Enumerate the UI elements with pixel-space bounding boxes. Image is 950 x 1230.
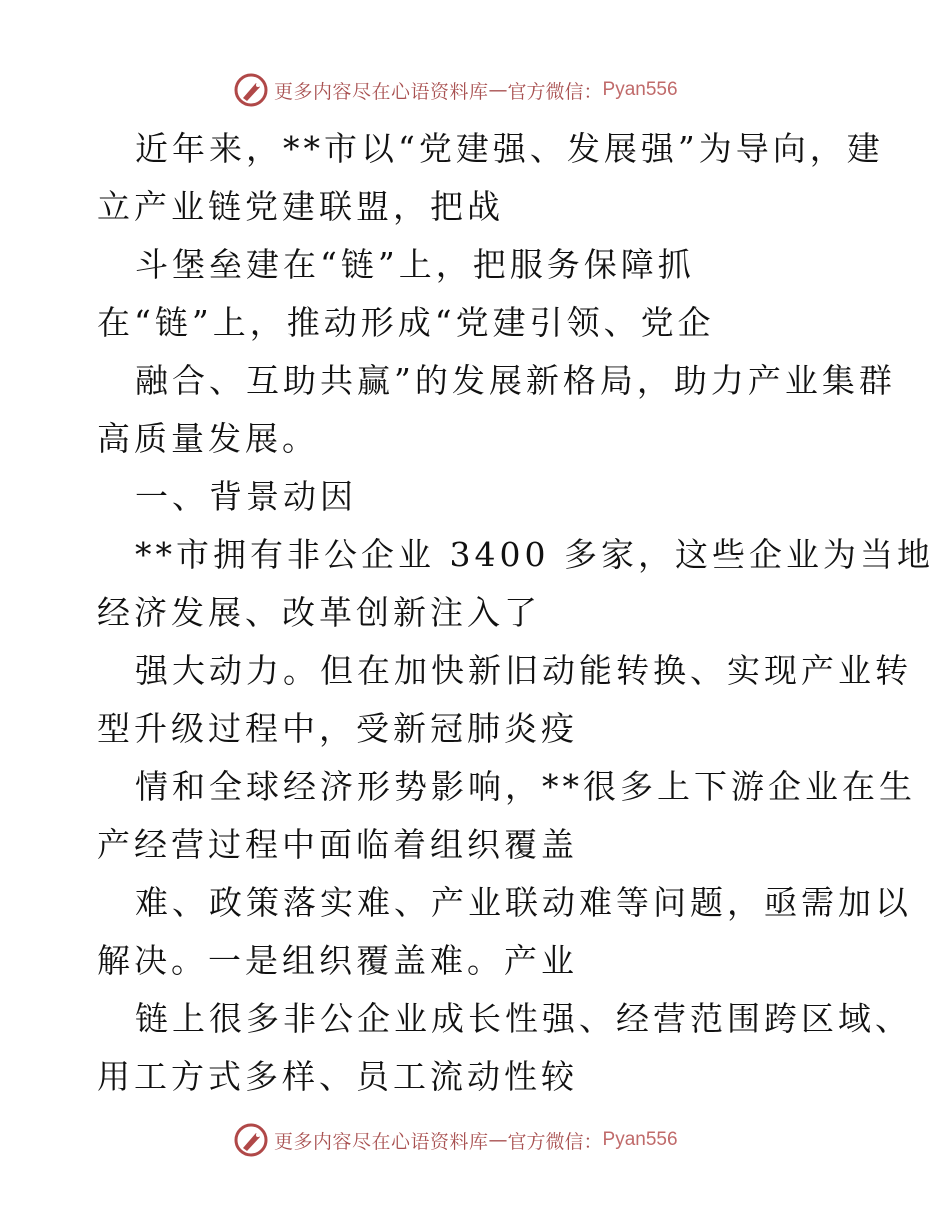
watermark-id: Pyan556 bbox=[602, 1129, 678, 1150]
watermark-label: 官方微信： bbox=[507, 80, 603, 103]
watermark-id: Pyan556 bbox=[602, 79, 678, 100]
watermark-dash: — bbox=[488, 1129, 508, 1151]
paragraph-line: 用工方式多样、员工流动性较 bbox=[97, 1057, 578, 1096]
section-heading: 一、背景动因 bbox=[135, 477, 357, 516]
footer-watermark bbox=[234, 1122, 678, 1158]
paragraph-line: 高质量发展。 bbox=[97, 419, 319, 458]
paragraph-line: 情和全球经济形势影响，**很多上下游企业在生 bbox=[135, 767, 916, 806]
watermark-label: 官方微信： bbox=[507, 1130, 603, 1153]
paragraph-line: 型升级过程中，受新冠肺炎疫 bbox=[97, 709, 578, 748]
paragraph-line: 解决。一是组织覆盖难。产业 bbox=[97, 941, 578, 980]
paragraph-line: 链上很多非公企业成长性强、经营范围跨区域、 bbox=[135, 999, 912, 1038]
paragraph-line: 融合、互助共赢”的发展新格局，助力产业集群 bbox=[135, 361, 896, 400]
paragraph-line: 近年来，**市以“党建强、发展强”为导向，建 bbox=[135, 129, 884, 168]
watermark-dash: — bbox=[488, 79, 508, 101]
paragraph-line: 难、政策落实难、产业联动难等问题，亟需加以 bbox=[135, 883, 912, 922]
paragraph-line: 在“链”上，推动形成“党建引领、党企 bbox=[97, 303, 715, 342]
paragraph-line: 强大动力。但在加快新旧动能转换、实现产业转 bbox=[135, 651, 912, 690]
paragraph-line: 立产业链党建联盟，把战 bbox=[97, 187, 504, 226]
paragraph-line: 产经营过程中面临着组织覆盖 bbox=[97, 825, 578, 864]
paragraph-line: 斗堡垒建在“链”上，把服务保障抓 bbox=[135, 245, 695, 284]
pen-logo-icon bbox=[234, 73, 268, 107]
paragraph-line: **市拥有非公企业 3400 多家，这些企业为当地 bbox=[135, 535, 934, 574]
watermark-brand: 更多内容尽在心语资料库 bbox=[274, 1130, 489, 1153]
paragraph-line: 经济发展、改革创新注入了 bbox=[97, 593, 541, 632]
pen-logo-icon bbox=[234, 1123, 268, 1157]
header-watermark bbox=[234, 72, 678, 108]
watermark-brand: 更多内容尽在心语资料库 bbox=[274, 80, 489, 103]
